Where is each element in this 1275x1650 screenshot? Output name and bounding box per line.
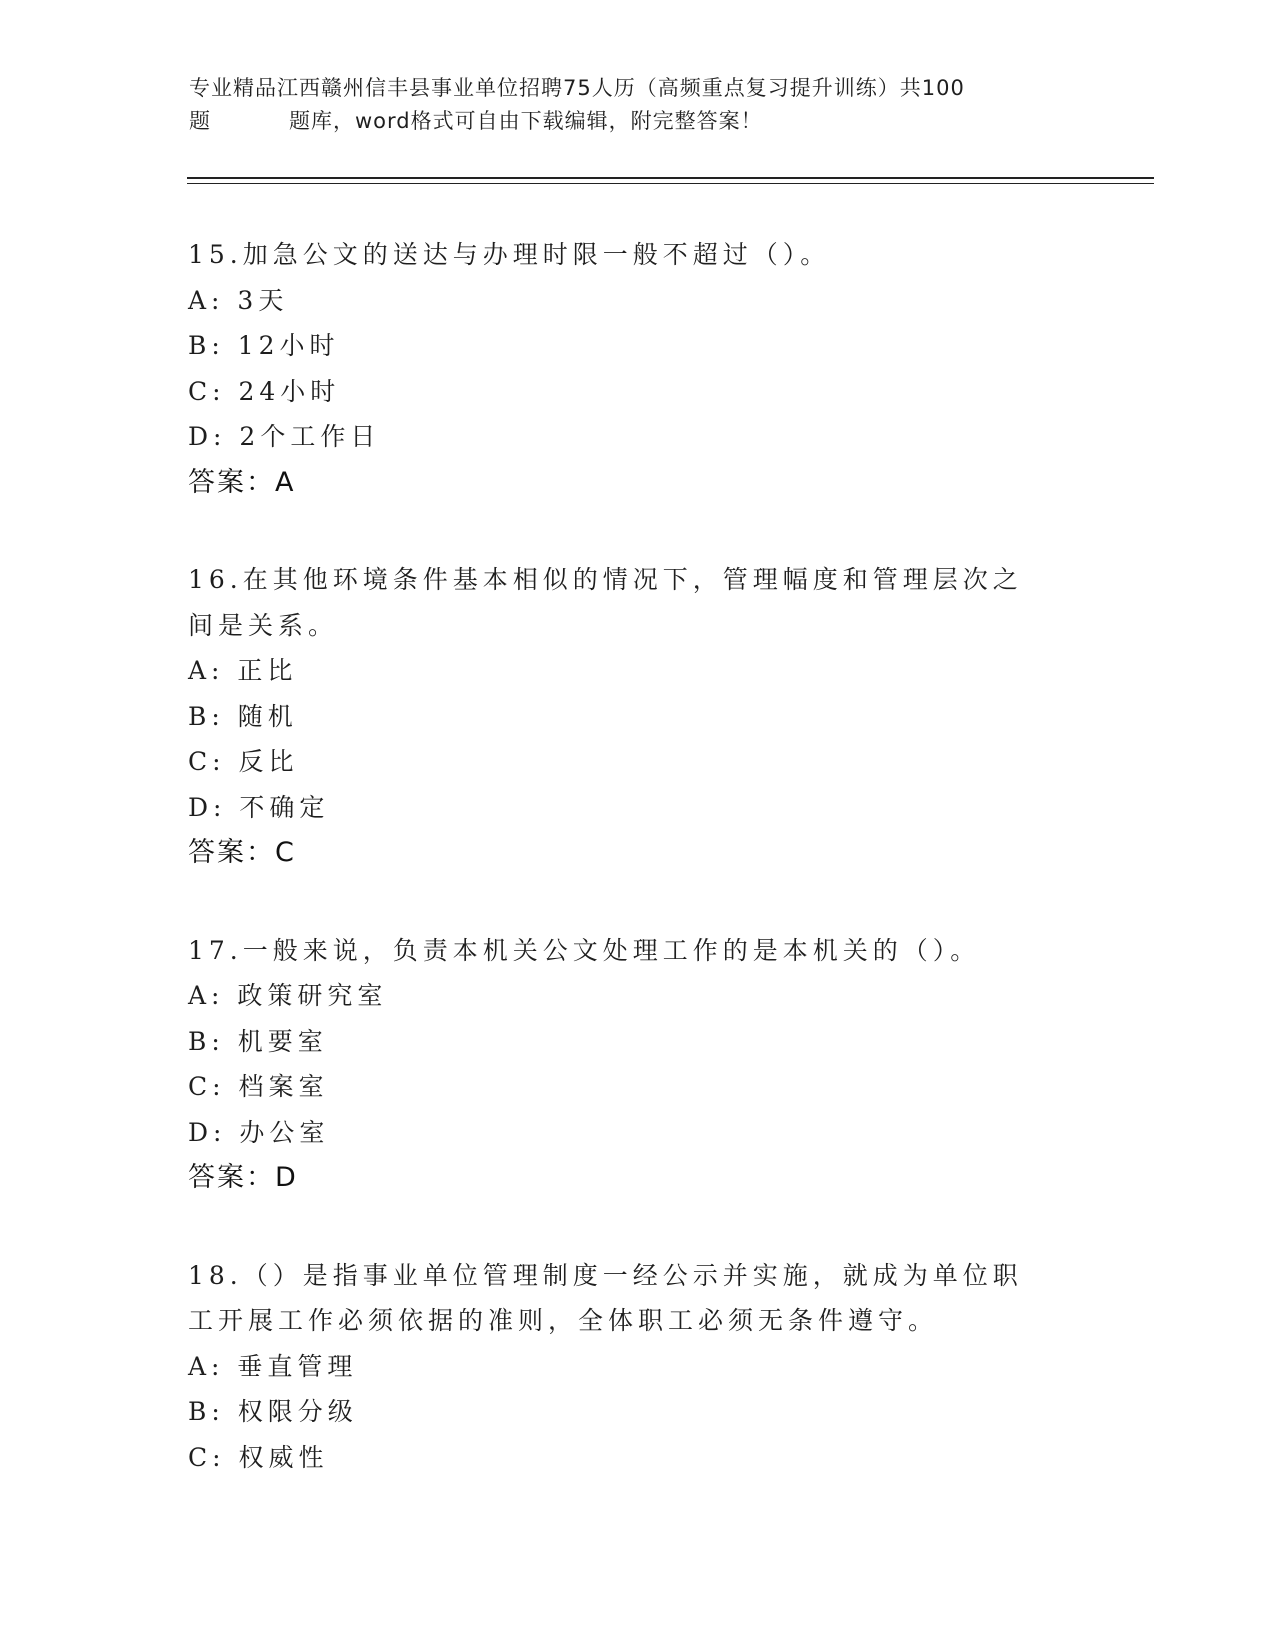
option-d: D: 办公室: [188, 1117, 330, 1147]
answer-line: 答案：A: [188, 466, 296, 498]
header-divider-thin: [187, 183, 1154, 184]
question-stem: 15.加急公文的送达与办理时限一般不超过（）。: [188, 240, 831, 269]
answer-line: 答案：D: [188, 1162, 298, 1193]
header-title-line-1: 专业精品江西赣州信丰县事业单位招聘75人历（高频重点复习提升训练）共100: [189, 76, 965, 100]
question-stem: 17.一般来说，负责本机关公文处理工作的是本机关的（）。: [188, 935, 981, 965]
option-a: A: 垂直管理: [188, 1351, 358, 1381]
option-a: A: 政策研究室: [188, 981, 388, 1010]
option-d: D: 2个工作日: [188, 422, 381, 451]
option-d: D: 不确定: [188, 792, 330, 822]
header-title-line-2: [189, 105, 1089, 138]
document-header: [189, 72, 1089, 138]
option-b: B: 12小时: [188, 331, 340, 360]
header-divider-thick: [187, 177, 1154, 179]
question-stem: 16.在其他环境条件基本相似的情况下，管理幅度和管理层次之间是关系。: [188, 565, 1023, 640]
question-list: [188, 232, 1088, 1532]
header-title-fragment: 题: [189, 109, 211, 133]
question-item: [188, 232, 1088, 505]
header-subtitle: 题库，word格式可自由下载编辑，附完整答案！: [289, 109, 763, 133]
option-a: A: 正比: [188, 656, 298, 685]
option-c: C: 权威性: [188, 1442, 329, 1472]
option-c: C: 档案室: [188, 1072, 329, 1101]
option-a: A: 3天: [188, 285, 289, 315]
question-item: [188, 1253, 1088, 1481]
question-stem: 18.（）是指事业单位管理制度一经公示并实施，就成为单位职工开展工作必须依据的准则，全体职工必须无条件遵守。: [188, 1260, 1023, 1335]
option-c: C: 反比: [188, 747, 299, 776]
question-item: [188, 928, 1088, 1201]
question-item: [188, 557, 1088, 876]
answer-line: 答案：C: [188, 837, 296, 868]
option-c: C: 24小时: [188, 376, 341, 406]
option-b: B: 权限分级: [188, 1397, 358, 1426]
option-b: B: 机要室: [188, 1026, 328, 1056]
option-b: B: 随机: [188, 701, 298, 731]
